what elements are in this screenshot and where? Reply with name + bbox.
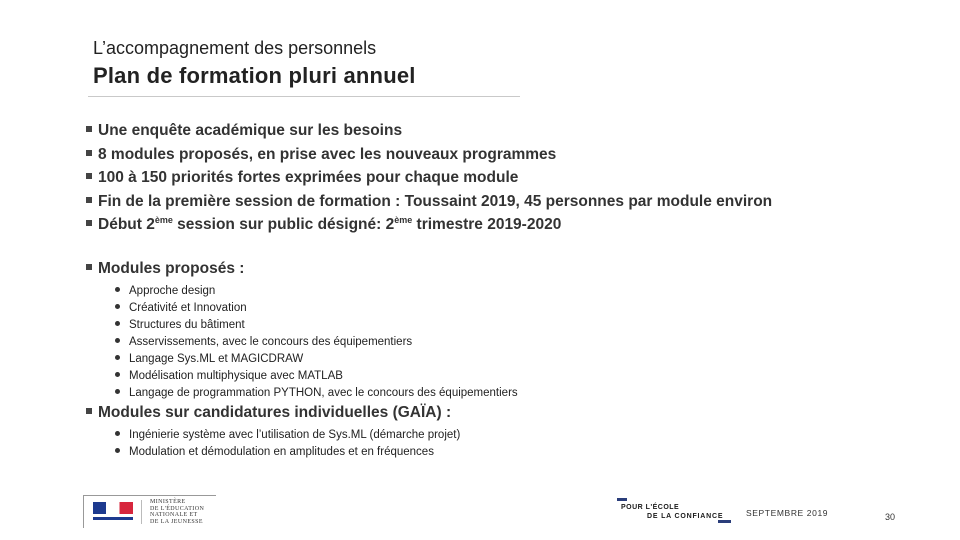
bullet-text: Une enquête académique sur les besoins [98, 122, 403, 139]
title-divider [88, 96, 520, 97]
square-bullet-icon [86, 173, 92, 179]
square-bullet-icon [86, 150, 92, 156]
logo-separator [141, 500, 142, 524]
module-item [115, 368, 518, 385]
superscript: ème [154, 215, 173, 225]
bullet-text-part: session sur public désigné: 2 [172, 216, 395, 233]
modules-heading-text: Modules proposés : [98, 260, 245, 277]
candidatures-heading [86, 404, 451, 422]
candidature-text: Ingénierie système avec l’utilisation de Sys.ML (démarche projet) [129, 429, 461, 441]
bullet-item [86, 143, 772, 167]
marianne-flag-icon [93, 502, 133, 514]
square-bullet-icon [86, 264, 92, 270]
round-bullet-icon [115, 321, 120, 326]
module-item [115, 283, 518, 300]
module-item [115, 317, 518, 334]
candidature-text: Modulation et démodulation en amplitudes et en fréquences [129, 446, 434, 458]
page-number: 30 [885, 512, 896, 522]
superscript: ème [394, 215, 413, 225]
republique-caption-icon [93, 517, 133, 520]
bullet-item [86, 119, 772, 143]
slide-subtitle: L’accompagnement des personnels [93, 38, 377, 58]
candidature-item [115, 444, 460, 461]
ministry-line: MINISTÈRE [150, 499, 186, 505]
module-item [115, 385, 518, 402]
bullet-text: 100 à 150 priorités fortes exprimées pour chaque module [98, 169, 519, 186]
bullet-text: 8 modules proposés, en prise avec les nouveaux programmes [98, 145, 557, 163]
ecole-confiance-logo [617, 498, 732, 524]
logo-accent-icon [718, 520, 731, 523]
ministry-name [150, 499, 204, 525]
ministry-line: DE L'ÉDUCATION [150, 505, 205, 512]
round-bullet-icon [115, 372, 120, 377]
candidatures-heading-text: Modules sur candidatures individuelles (GAÏA) : [98, 404, 452, 421]
round-bullet-icon [115, 389, 120, 394]
square-bullet-icon [86, 126, 92, 132]
ministry-logo [83, 495, 216, 528]
module-text: Langage Sys.ML et MAGICDRAW [129, 353, 304, 365]
ecole-line-2: DE LA CONFIANCE [647, 513, 724, 520]
ministry-line: NATIONALE ET [150, 512, 198, 519]
round-bullet-icon [115, 287, 120, 292]
square-bullet-icon [86, 197, 92, 203]
ministry-line: DE LA JEUNESSE [150, 518, 203, 525]
bullet-text: Fin de la première session de formation : Toussaint 2019, 45 personnes par module environ [98, 192, 773, 210]
square-bullet-icon [86, 408, 92, 414]
module-text: Langage de programmation PYTHON, avec le concours des équipementiers [129, 387, 518, 399]
module-text: Modélisation multiphysique avec MATLAB [129, 370, 343, 382]
candidature-item [115, 427, 460, 444]
bullet-item [86, 166, 772, 190]
candidatures-list [115, 427, 460, 461]
round-bullet-icon [115, 431, 120, 436]
round-bullet-icon [115, 304, 120, 309]
modules-list [115, 283, 518, 402]
module-text: Approche design [129, 285, 216, 297]
bullet-item [86, 213, 772, 237]
module-text: Créativité et Innovation [129, 302, 247, 314]
bullet-item [86, 190, 772, 214]
modules-heading [86, 260, 244, 278]
bullet-text-part: Début 2 [98, 216, 155, 233]
logo-accent-icon [617, 498, 627, 501]
module-text: Structures du bâtiment [129, 319, 245, 331]
module-text: Asservissements, avec le concours des équipementiers [129, 336, 413, 348]
main-bullet-list [86, 119, 772, 237]
bullet-text-part: trimestre 2019-2020 [412, 216, 562, 233]
ecole-line-1: POUR L'ÉCOLE [621, 504, 680, 511]
module-item [115, 300, 518, 317]
round-bullet-icon [115, 355, 120, 360]
square-bullet-icon [86, 220, 92, 226]
module-item [115, 351, 518, 368]
module-item [115, 334, 518, 351]
round-bullet-icon [115, 448, 120, 453]
slide-title: Plan de formation pluri annuel [93, 63, 416, 88]
footer-date: SEPTEMBRE 2019 [746, 508, 829, 518]
round-bullet-icon [115, 338, 120, 343]
